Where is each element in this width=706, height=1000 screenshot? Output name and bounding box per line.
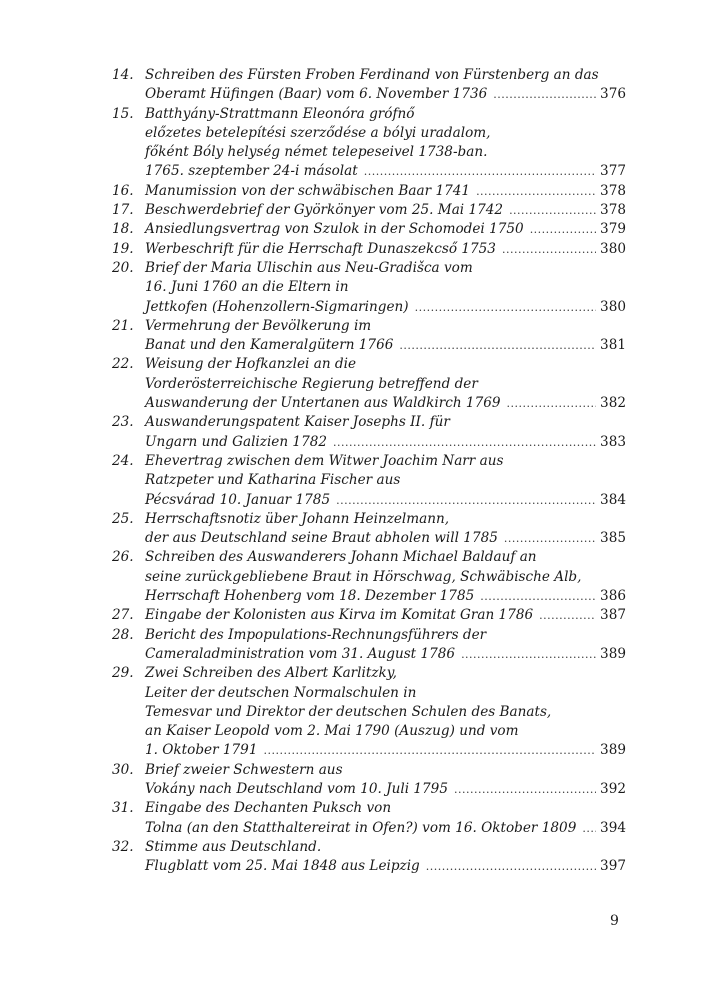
entry-last-line (145, 201, 626, 220)
dot-leader (509, 201, 596, 220)
entry-last-line (145, 240, 626, 259)
entry-last-line (145, 182, 626, 201)
dot-leader (333, 433, 596, 452)
entry-number: 20. (112, 259, 134, 276)
toc-entry (112, 626, 626, 665)
entry-page-number: 382 (600, 395, 626, 412)
entry-body (145, 355, 626, 413)
entry-page-number: 397 (600, 858, 626, 875)
entry-body (145, 838, 626, 877)
entry-title-line: főként Bóly helység német telepeseivel 1738-ban. (145, 144, 488, 161)
dot-leader (454, 780, 596, 799)
entry-title-line: Schreiben des Fürsten Froben Ferdinand von Fürstenberg an das (145, 67, 599, 83)
entry-title-line: Banat und den Kameralgütern 1766 (145, 337, 394, 354)
entry-page-number: 377 (600, 163, 626, 180)
entry-title-line: Jettkofen (Hohenzollern-Sigmaringen) (145, 298, 409, 315)
entry-title-line: Weisung der Hofkanzlei an die (145, 356, 356, 373)
dot-leader (415, 298, 596, 317)
dot-leader (502, 240, 596, 259)
entry-page-number: 389 (600, 742, 626, 759)
entry-body (145, 105, 626, 182)
entry-page-number: 383 (600, 433, 626, 450)
entry-title-line: der aus Deutschland seine Braut abholen will 1785 (145, 530, 498, 547)
dot-leader (539, 606, 596, 625)
entry-title-line: Ratzpeter und Katharina Fischer aus (145, 472, 401, 489)
entry-title-line: Eingabe des Dechanten Puksch von (145, 800, 392, 817)
dot-leader (364, 162, 596, 181)
entry-page-number: 378 (600, 202, 626, 219)
entry-last-line (145, 780, 626, 799)
entry-title-line: 16. Juni 1760 an die Eltern in (145, 279, 349, 296)
entry-last-line (145, 433, 626, 452)
entry-number: 28. (112, 626, 134, 643)
entry-last-line (145, 606, 626, 625)
toc-entry (112, 201, 626, 220)
entry-body (145, 201, 626, 220)
entry-title-line: 1765. szeptember 24-i másolat (145, 163, 358, 180)
entry-body (145, 240, 626, 259)
entry-title-line: Eingabe der Kolonisten aus Kirva im Komitat Gran 1786 (145, 607, 534, 624)
dot-leader (426, 857, 596, 876)
toc-entry (112, 355, 626, 413)
entry-title-line: Brief der Maria Ulischin aus Neu-Gradišca vom (145, 259, 473, 276)
toc-entry (112, 761, 626, 800)
entry-title-line: Zwei Schreiben des Albert Karlitzky, (145, 665, 397, 682)
entry-body (145, 548, 626, 606)
entry-number: 24. (112, 452, 134, 469)
entry-title-line: Brief zweier Schwestern aus (145, 761, 343, 778)
entry-title-line: Vokány nach Deutschland vom 10. Juli 1795 (145, 780, 448, 797)
entry-number: 26. (112, 549, 134, 566)
entry-title-line: Stimme aus Deutschland. (145, 838, 322, 855)
entry-last-line (145, 587, 626, 606)
entry-page-number: 385 (600, 530, 626, 547)
entry-last-line (145, 336, 626, 355)
toc-entry (112, 510, 626, 549)
toc-entry (112, 66, 626, 105)
entry-title-line: Temesvar und Direktor der deutschen Schulen des Banats, (145, 703, 552, 720)
dot-leader (476, 182, 596, 201)
toc-entry (112, 317, 626, 356)
entry-page-number: 380 (600, 298, 626, 315)
entry-title-line: Cameraladministration vom 31. August 1786 (145, 645, 456, 662)
entry-last-line (145, 220, 626, 239)
entry-body (145, 626, 626, 665)
entry-title-line: előzetes betelepítési szerződése a bólyi uradalom, (145, 124, 491, 141)
entry-title-line: an Kaiser Leopold vom 2. Mai 1790 (Auszug) und vom (145, 723, 519, 740)
entry-body (145, 452, 626, 510)
entry-page-number: 386 (600, 588, 626, 605)
entry-page-number: 384 (600, 491, 626, 508)
entry-last-line (145, 819, 626, 838)
entry-number: 29. (112, 665, 134, 682)
entry-title-line: seine zurückgebliebene Braut in Hörschwag, Schwäbische Alb, (145, 568, 582, 585)
entry-body (145, 259, 626, 317)
entry-number: 17. (112, 202, 134, 219)
dot-leader (530, 220, 596, 239)
entry-title-line: Schreiben des Auswanderers Johann Michael Baldauf an (145, 549, 537, 566)
entry-page-number: 392 (600, 780, 626, 797)
toc-entry (112, 548, 626, 606)
entry-title-line: Tolna (an den Statthaltereirat in Ofen?) vom 16. Oktober 1809 (145, 819, 577, 836)
page-number: 9 (610, 913, 619, 929)
entry-last-line (145, 85, 626, 104)
entry-title-line: Batthyány-Strattmann Eleonóra grófnő (145, 105, 415, 122)
dot-leader (399, 336, 596, 355)
entry-number: 19. (112, 240, 134, 257)
entry-number: 27. (112, 607, 134, 624)
entry-number: 16. (112, 182, 134, 199)
toc-entry (112, 259, 626, 317)
entry-last-line (145, 491, 626, 510)
entry-number: 25. (112, 510, 134, 527)
entry-body (145, 413, 626, 452)
entry-page-number: 376 (600, 86, 626, 103)
entry-title-line: Werbeschrift für die Herrschaft Dunaszekcső 1753 (145, 240, 496, 257)
toc-entry (112, 105, 626, 182)
toc-entry (112, 240, 626, 259)
dot-leader (336, 491, 596, 510)
entry-page-number: 380 (600, 240, 626, 257)
dot-leader (461, 645, 596, 664)
entry-number: 21. (112, 317, 134, 334)
entry-body (145, 799, 626, 838)
entry-title-line: Beschwerdebrief der Györkönyer vom 25. Mai 1742 (145, 202, 504, 219)
entry-body (145, 510, 626, 549)
dot-leader (480, 587, 596, 606)
entry-body (145, 664, 626, 760)
entry-last-line (145, 857, 626, 876)
entry-body (145, 761, 626, 800)
entry-title-line: Herrschaftsnotiz über Johann Heinzelmann, (145, 510, 450, 527)
toc-entry (112, 838, 626, 877)
entry-page-number: 379 (600, 221, 626, 238)
toc-entry (112, 799, 626, 838)
dot-leader (504, 529, 596, 548)
entry-title-line: Leiter der deutschen Normalschulen in (145, 684, 417, 701)
entry-number: 31. (112, 800, 134, 817)
dot-leader (263, 741, 596, 760)
dot-leader (507, 394, 597, 413)
entry-last-line (145, 394, 626, 413)
entry-number: 22. (112, 356, 134, 373)
dot-leader (582, 819, 596, 838)
entry-title-line: 1. Oktober 1791 (145, 742, 258, 759)
entry-number: 30. (112, 761, 134, 778)
entry-page-number: 381 (600, 337, 626, 354)
toc-entry (112, 664, 626, 760)
entry-title-line: Vorderösterreichische Regierung betreffend der (145, 375, 478, 392)
entry-title-line: Auswanderung der Untertanen aus Waldkirch 1769 (145, 395, 501, 412)
entry-body (145, 182, 626, 201)
entry-title-line: Herrschaft Hohenberg vom 18. Dezember 1785 (145, 588, 475, 605)
entry-body (145, 606, 626, 625)
entry-last-line (145, 529, 626, 548)
entry-title-line: Pécsvárad 10. Januar 1785 (145, 491, 331, 508)
entry-number: 23. (112, 414, 134, 431)
entry-last-line (145, 741, 626, 760)
entry-number: 14. (112, 67, 134, 83)
entry-title-line: Manumission von der schwäbischen Baar 1741 (145, 182, 471, 199)
toc-entry (112, 452, 626, 510)
entry-page-number: 394 (600, 819, 626, 836)
toc-entry (112, 182, 626, 201)
entry-body (145, 66, 626, 105)
entry-title-line: Vermehrung der Bevölkerung im (145, 317, 372, 334)
entry-page-number: 378 (600, 182, 626, 199)
toc-entry (112, 606, 626, 625)
entry-number: 18. (112, 221, 134, 238)
entry-page-number: 389 (600, 645, 626, 662)
entry-number: 15. (112, 105, 134, 122)
entry-title-line: Flugblatt vom 25. Mai 1848 aus Leipzig (145, 858, 420, 875)
entry-page-number: 387 (600, 607, 626, 624)
toc-entry (112, 413, 626, 452)
entry-last-line (145, 162, 626, 181)
entry-title-line: Ansiedlungsvertrag von Szulok in der Schomodei 1750 (145, 221, 524, 238)
entry-last-line (145, 645, 626, 664)
table-of-contents (112, 66, 626, 876)
entry-title-line: Bericht des Impopulations-Rechnungsführers der (145, 626, 487, 643)
entry-number: 32. (112, 838, 134, 855)
entry-title-line: Ungarn und Galizien 1782 (145, 433, 328, 450)
entry-title-line: Oberamt Hüfingen (Baar) vom 6. November 1736 (145, 86, 488, 103)
entry-body (145, 220, 626, 239)
entry-title-line: Ehevertrag zwischen dem Witwer Joachim Narr aus (145, 452, 504, 469)
entry-body (145, 317, 626, 356)
entry-title-line: Auswanderungspatent Kaiser Josephs II. für (145, 414, 450, 431)
dot-leader (493, 85, 596, 104)
toc-entry (112, 220, 626, 239)
entry-last-line (145, 298, 626, 317)
